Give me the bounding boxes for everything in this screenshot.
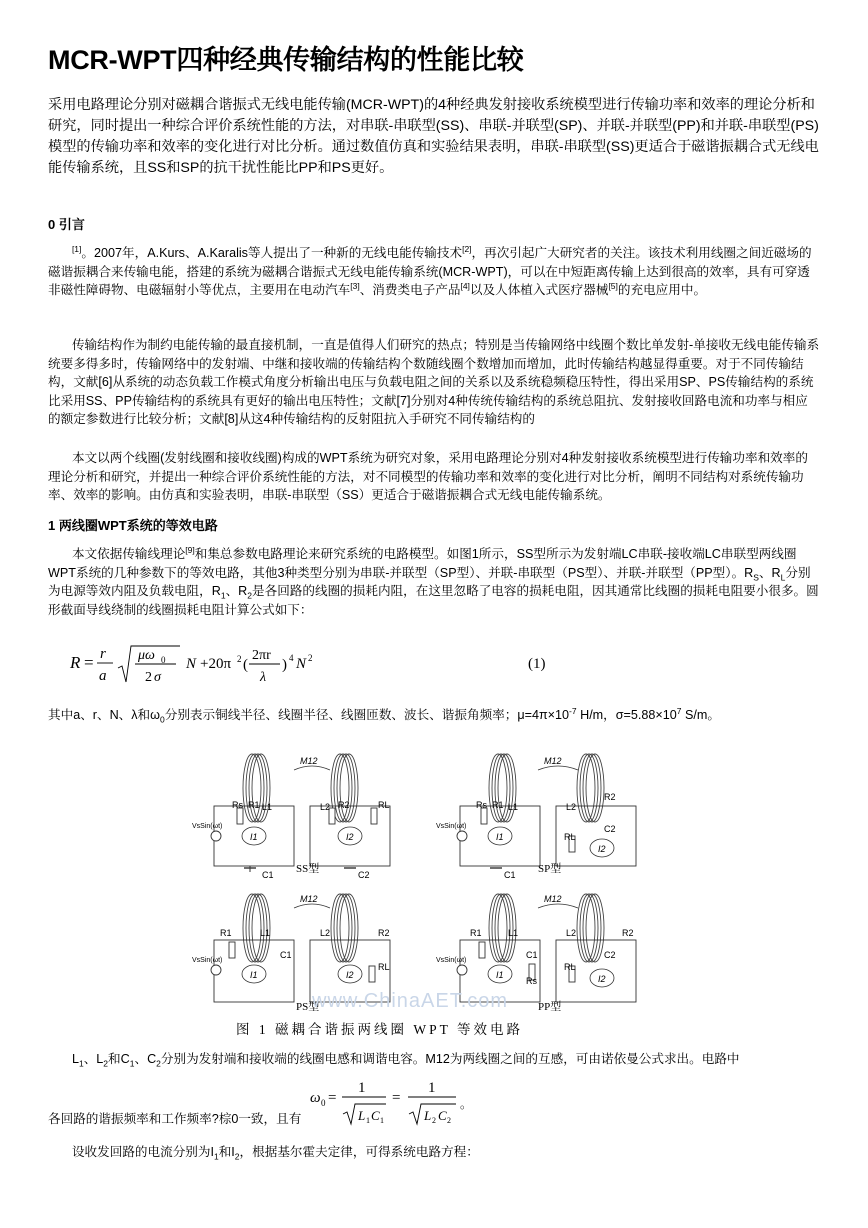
section-heading-intro: 0 引言 [48,217,85,232]
svg-text:C2: C2 [358,870,370,880]
svg-text:I1: I1 [250,970,258,980]
circuit-sp [436,754,636,880]
svg-text:r: r [100,646,106,662]
svg-text:R: R [70,653,81,672]
svg-text:M12: M12 [544,894,562,904]
svg-text:L2: L2 [320,928,331,938]
page-title: MCR-WPT四种经典传输结构的性能比较 [48,45,524,75]
abstract: 采用电路理论分别对磁耦合谐振式无线电能传输(MCR-WPT)的4种经典发射接收系统模型进行传输功率和效率的理论分析和研究，同时提出一种综合评价系统性能的方法，对串联-串联型(SS)、串联-并联型(SP)、并联-并联型(PP)和并联-串联型(PS)模型的传输功率和效率的变化进行对比分析。通过数值仿真和实验结果表明，串联-串联型(SS)更适合于磁谐振耦合式无线电能传输系统，且SS和SP的抗干扰性能比PP和PS更好。 [48,97,819,176]
paragraph-section1-1: 本文依据传输线理论[9]和集总参数电路理论来研究系统的电路模型。如图1所示，SS型所示为发射端LC串联-接收端LC串联型两线圈WPT系统的几种参数下的等效电路，其他3种类型分别为串联-并联型（SP型）、并联-串联型（PS型）、并联-并联型（PP型）。$R_S$、$R_L$分别为电源等效内阻及负载电阻，$R_1$、$R_2$是各回路的线圈的损耗内阻，在这里忽略了电容的损耗电阻，因其通常比线圈的损耗电阻要小很多。圆形截面导线绕制的线圈损耗电阻计算公式如下： [48,544,819,617]
svg-text:I2: I2 [346,970,354,980]
svg-text:R2: R2 [338,800,350,810]
svg-text:4: 4 [289,653,294,663]
citation[interactable]: [1] [71,243,82,254]
svg-text:L1: L1 [508,928,519,938]
svg-text:R2: R2 [604,792,616,802]
svg-text:C: C [371,1108,380,1123]
svg-text:C1: C1 [280,950,292,960]
svg-text:R1: R1 [248,800,260,810]
svg-text:1: 1 [428,1080,436,1096]
svg-text:R2: R2 [378,928,390,938]
paragraph-kirchhoff: 设收发回路的电流分别为$I_1$和$I_2$，根据基尔霍夫定律，可得系统电路方程： [71,1145,479,1162]
svg-text:L2: L2 [320,802,331,812]
svg-text:2: 2 [432,1116,436,1125]
svg-text:R1: R1 [492,800,504,810]
equation-number: (1) [528,656,546,672]
svg-text:L1: L1 [508,802,519,812]
svg-text:1: 1 [366,1116,370,1125]
svg-text:C2: C2 [604,824,616,834]
svg-text:I2: I2 [598,844,606,854]
svg-text:1: 1 [358,1080,366,1096]
svg-text:): ) [282,657,287,673]
svg-text:PS型: PS型 [296,1001,320,1012]
watermark: www.ChinaAET.com [312,990,509,1012]
svg-text:I2: I2 [346,832,354,842]
svg-text:N: N [296,656,307,672]
svg-text:λ: λ [260,670,267,685]
svg-text:2: 2 [145,670,152,685]
svg-text:C: C [438,1108,447,1123]
svg-text:L2: L2 [566,802,577,812]
paragraph-components: $L_1$、$L_2$和$C_1$、$C_2$分别为发射端和接收端的线圈电感和调谐电容。M12为两线圈之间的互感，可由诺依曼公式求出。电路中 [71,1052,740,1069]
svg-text:L: L [424,1108,432,1123]
citation[interactable]: [4] [460,280,470,291]
figure-1-circuits [192,744,642,1012]
citation[interactable]: [9] [185,544,195,555]
citation[interactable]: [3] [350,280,360,291]
svg-text:a: a [99,668,107,684]
svg-text:0: 0 [321,1098,326,1108]
svg-text:I1: I1 [496,832,504,842]
svg-text:μω: μω [138,648,155,663]
svg-text:I1: I1 [250,832,258,842]
svg-text:L1: L1 [262,802,273,812]
svg-text:PP型: PP型 [538,1001,562,1012]
svg-text:VsSin(ωt): VsSin(ωt) [436,957,467,964]
svg-text:Rs: Rs [526,976,537,986]
svg-text:=: = [328,1090,337,1106]
svg-text:=: = [84,653,94,672]
svg-text:1: 1 [380,1116,384,1125]
svg-text:2: 2 [308,653,313,663]
svg-text:2: 2 [447,1116,451,1125]
svg-text:RL: RL [378,800,390,810]
svg-text:2πr: 2πr [252,648,271,663]
svg-text:RL: RL [564,962,576,972]
svg-text:σ: σ [154,670,161,685]
svg-text:(: ( [243,657,248,673]
figure-caption: 图 1 磁耦合谐振两线圈 WPT 等效电路 [236,1022,524,1037]
svg-text:VsSin(ωt): VsSin(ωt) [436,823,467,830]
svg-text:M12: M12 [544,756,562,766]
svg-text:VsSin(ωt): VsSin(ωt) [192,823,223,830]
paragraph-intro-1: [1]。2007年，A.Kurs、A.Karalis等人提出了一种新的无线电能传输技术[2]，再次引起广大研究者的关注。该技术利用线圈之间近磁场的磁谐振耦合来传输电能，搭建的系统为磁耦合谐振式无线电能传输系统(MCR-WPT)，可以在中短距离传输上达到很高的效率，具有可穿透非磁性障碍物、电磁辐射小等优点，主要用在电动汽车[3]、消费类电子产品[4]以及人体植入式医疗器械[5]的充电应用中。 [48,243,812,297]
svg-text:M12: M12 [300,894,318,904]
svg-text:0: 0 [161,655,166,665]
svg-text:R1: R1 [220,928,232,938]
circuit-ss [192,754,390,880]
svg-text:=: = [392,1090,401,1106]
svg-text:RL: RL [564,832,576,842]
svg-text:Rs: Rs [476,800,487,810]
equation-1 [68,640,568,686]
svg-text:2: 2 [237,654,242,664]
citation[interactable]: [2] [462,243,472,254]
section-heading-1: 1 两线圈WPT系统的等效电路 [48,518,218,533]
svg-text:I1: I1 [496,970,504,980]
svg-text:C1: C1 [526,950,538,960]
svg-text:L2: L2 [566,928,577,938]
paragraph-intro-2: 传输结构作为制约电能传输的最直接机制，一直是值得人们研究的热点；特别是当传输网络中线圈个数比单发射-单接收无线电能传输系统要多得多时，传输网络中的发射端、中继和接收端的传输结构个数随线圈个数增加而增加，此时传输结构越显得重要。对于不同传输结构，文献[6]从系统的动态负载工作模式角度分析输出电压与负载电阻之间的关系以及系统稳频稳压特性，得出采用SP、PS传输结构的系统比采用SS、PP传输结构的系统具有更好的输出电压特性；文献[7]分别对4种传统传输结构的系统总阻抗、发射接收回路电流和功率与相应的额定参数进行比较分析；文献[8]从这4种传输结构的反射阻抗入手研究不同传输结构的 [48,338,820,426]
svg-text:R1: R1 [470,928,482,938]
svg-text:C1: C1 [504,870,516,880]
svg-text:SP型: SP型 [538,863,562,875]
svg-text:VsSin(ωt): VsSin(ωt) [192,957,223,964]
paragraph-intro-3: 本文以两个线圈(发射线圈和接收线圈)构成的WPT系统为研究对象，采用电路理论分别对4种发射接收系统模型进行传输功率和效率的理论分析和研究，并提出一种综合评价系统性能的方法，对不同模型的传输功率和效率的变化进行对比分析，阐明不同结构对系统传输功率、效率的影响。由仿真和实验表明，串联-串联型（SS）更适合于磁谐振耦合式无线电能传输系统。 [48,451,808,502]
svg-text:C1: C1 [262,870,274,880]
svg-text:SS型: SS型 [296,863,320,875]
svg-text:。: 。 [460,1097,473,1111]
equation-resonance [290,1072,550,1128]
svg-text:Rs: Rs [232,800,243,810]
svg-text:RL: RL [378,962,390,972]
svg-text:N: N [186,656,197,672]
svg-text:L1: L1 [260,928,271,938]
svg-text:C2: C2 [604,950,616,960]
svg-text:+20π: +20π [200,656,232,672]
citation[interactable]: [5] [608,280,618,291]
svg-text:R2: R2 [622,928,634,938]
svg-text:I2: I2 [598,974,606,984]
paragraph-resonance: 各回路的谐振频率和工作频率?棕0一致，且有 [48,1112,302,1126]
svg-text:L: L [358,1108,366,1123]
svg-text:ω: ω [310,1090,321,1106]
paragraph-symbols: 其中a、r、N、λ和$\omega_0$分别表示铜线半径、线圈半径、线圈匝数、波长、谐振角频率；$\mu=4\pi\times 10^{-7}$ H/m，$\sigma=5.88\times 10^7$ S/m。 [48,705,720,725]
svg-text:M12: M12 [300,756,318,766]
